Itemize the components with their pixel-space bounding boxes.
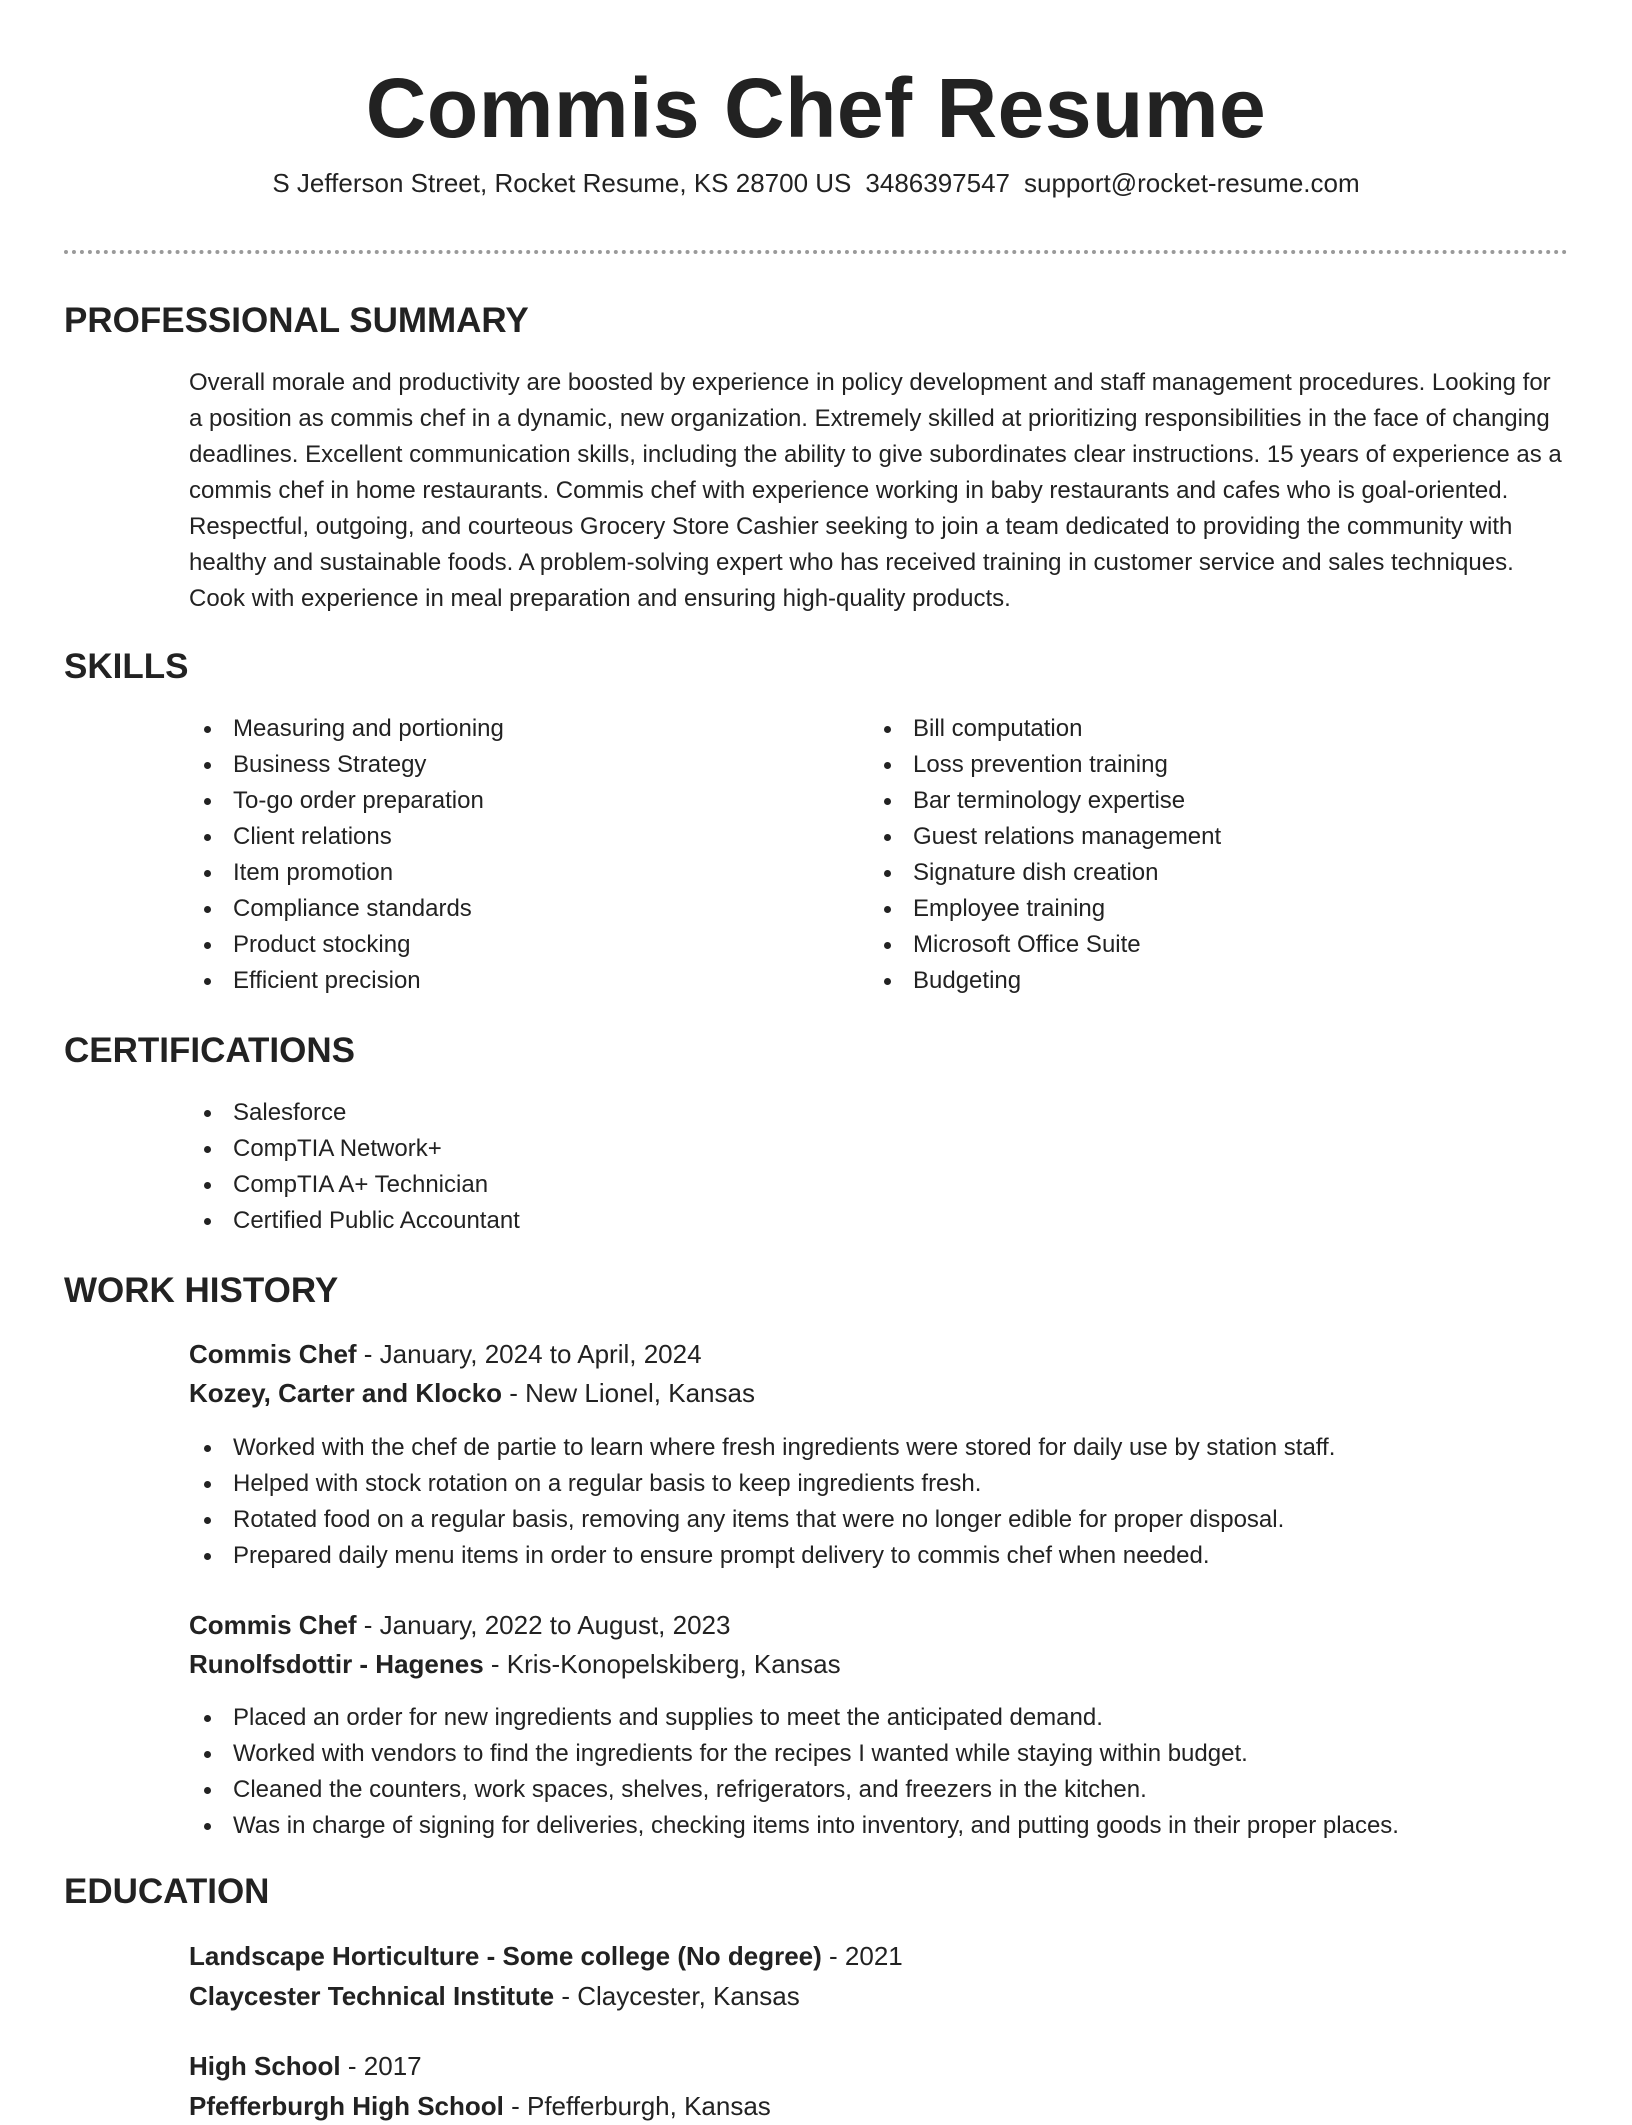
certification-item: CompTIA A+ Technician bbox=[189, 1167, 1189, 1203]
skill-item: Guest relations management bbox=[869, 819, 1509, 855]
resume-title: Commis Chef Resume bbox=[365, 61, 1267, 155]
contact-line bbox=[64, 166, 1568, 200]
skill-item: Signature dish creation bbox=[869, 855, 1509, 891]
header-divider bbox=[64, 250, 1568, 254]
education-location: - Claycester, Kansas bbox=[554, 1981, 800, 2011]
certification-item: CompTIA Network+ bbox=[189, 1131, 1189, 1167]
skill-item: Compliance standards bbox=[189, 891, 829, 927]
contact-phone: 3486397547 bbox=[865, 168, 1011, 198]
education-school: Claycester Technical Institute bbox=[189, 1981, 555, 2011]
work-history-heading: WORK HISTORY bbox=[64, 1271, 339, 1310]
skill-item: Loss prevention training bbox=[869, 747, 1509, 783]
education-school-line bbox=[189, 1977, 800, 2015]
education-school: Pfefferburgh High School bbox=[189, 2091, 504, 2121]
education-location: - Pfefferburgh, Kansas bbox=[503, 2091, 771, 2121]
education-year: - 2017 bbox=[340, 2051, 422, 2081]
job-bullets bbox=[189, 1430, 1569, 1574]
education-degree-line bbox=[189, 2047, 422, 2085]
skill-item: Business Strategy bbox=[189, 747, 829, 783]
job-bullet: Helped with stock rotation on a regular basis to keep ingredients fresh. bbox=[189, 1466, 1569, 1502]
certifications-list bbox=[189, 1095, 1189, 1239]
job-company: Runolfsdottir - Hagenes bbox=[189, 1649, 484, 1679]
skill-item: Client relations bbox=[189, 819, 829, 855]
skill-item: Efficient precision bbox=[189, 963, 829, 999]
contact-email: support@rocket-resume.com bbox=[1024, 168, 1360, 198]
job-title-line bbox=[189, 1606, 730, 1644]
education-degree-line bbox=[189, 1937, 903, 1975]
skill-item: Bill computation bbox=[869, 711, 1509, 747]
certification-item: Salesforce bbox=[189, 1095, 1189, 1131]
job-bullet: Worked with the chef de partie to learn where fresh ingredients were stored for daily use by station staff. bbox=[189, 1430, 1569, 1466]
job-bullet: Cleaned the counters, work spaces, shelves, refrigerators, and freezers in the kitchen. bbox=[189, 1772, 1569, 1808]
job-company-line bbox=[189, 1645, 841, 1683]
job-location: - New Lionel, Kansas bbox=[502, 1378, 755, 1408]
skill-item: Product stocking bbox=[189, 927, 829, 963]
contact-address: S Jefferson Street, Rocket Resume, KS 28700 US bbox=[272, 168, 852, 198]
skills-list-left bbox=[189, 711, 829, 999]
skill-item: Item promotion bbox=[189, 855, 829, 891]
job-bullet: Was in charge of signing for deliveries, checking items into inventory, and putting goods in their proper places. bbox=[189, 1808, 1569, 1844]
summary-heading: PROFESSIONAL SUMMARY bbox=[64, 301, 529, 340]
job-bullet: Rotated food on a regular basis, removing any items that were no longer edible for proper disposal. bbox=[189, 1502, 1569, 1538]
education-degree: High School bbox=[189, 2051, 341, 2081]
job-title: Commis Chef bbox=[189, 1610, 357, 1640]
skills-heading: SKILLS bbox=[64, 647, 189, 686]
education-heading: EDUCATION bbox=[64, 1872, 270, 1911]
job-dates: - January, 2022 to August, 2023 bbox=[356, 1610, 731, 1640]
job-dates: - January, 2024 to April, 2024 bbox=[356, 1339, 702, 1369]
job-company: Kozey, Carter and Klocko bbox=[189, 1378, 503, 1408]
job-bullet: Prepared daily menu items in order to ensure prompt delivery to commis chef when needed. bbox=[189, 1538, 1569, 1574]
certifications-heading: CERTIFICATIONS bbox=[64, 1031, 356, 1070]
job-bullets bbox=[189, 1700, 1569, 1844]
skill-item: Bar terminology expertise bbox=[869, 783, 1509, 819]
certification-item: Certified Public Accountant bbox=[189, 1203, 1189, 1239]
job-location: - Kris-Konopelskiberg, Kansas bbox=[483, 1649, 841, 1679]
skills-list-right bbox=[869, 711, 1509, 999]
job-company-line bbox=[189, 1374, 755, 1412]
education-year: - 2021 bbox=[821, 1941, 903, 1971]
education-degree: Landscape Horticulture - Some college (No degree) bbox=[189, 1941, 822, 1971]
resume-page bbox=[64, 0, 1568, 2121]
skill-item: To-go order preparation bbox=[189, 783, 829, 819]
job-bullet: Placed an order for new ingredients and supplies to meet the anticipated demand. bbox=[189, 1700, 1569, 1736]
skill-item: Measuring and portioning bbox=[189, 711, 829, 747]
skill-item: Microsoft Office Suite bbox=[869, 927, 1509, 963]
job-title: Commis Chef bbox=[189, 1339, 357, 1369]
summary-text: Overall morale and productivity are boosted by experience in policy development and staff management procedures. Looking for a position as commis chef in a dynamic, new organization. Extremely skilled at prioritizing responsibilities in the face of changing deadlines. Excellent communication skills, including the ability to give subordinates clear instructions. 15 years of experience as a commis chef in home restaurants. Commis chef with experience working in baby restaurants and cafes who is goal-oriented. Respectful, outgoing, and courteous Grocery Store Cashier seeking to join a team dedicated to providing the community with healthy and sustainable foods. A problem-solving expert who has received training in customer service and sales techniques. Cook with experience in meal preparation and ensuring high-quality products. bbox=[189, 369, 1562, 612]
job-title-line bbox=[189, 1335, 702, 1373]
education-school-line bbox=[189, 2087, 771, 2125]
job-bullet: Worked with vendors to find the ingredients for the recipes I wanted while staying within budget. bbox=[189, 1736, 1569, 1772]
skill-item: Employee training bbox=[869, 891, 1509, 927]
skill-item: Budgeting bbox=[869, 963, 1509, 999]
